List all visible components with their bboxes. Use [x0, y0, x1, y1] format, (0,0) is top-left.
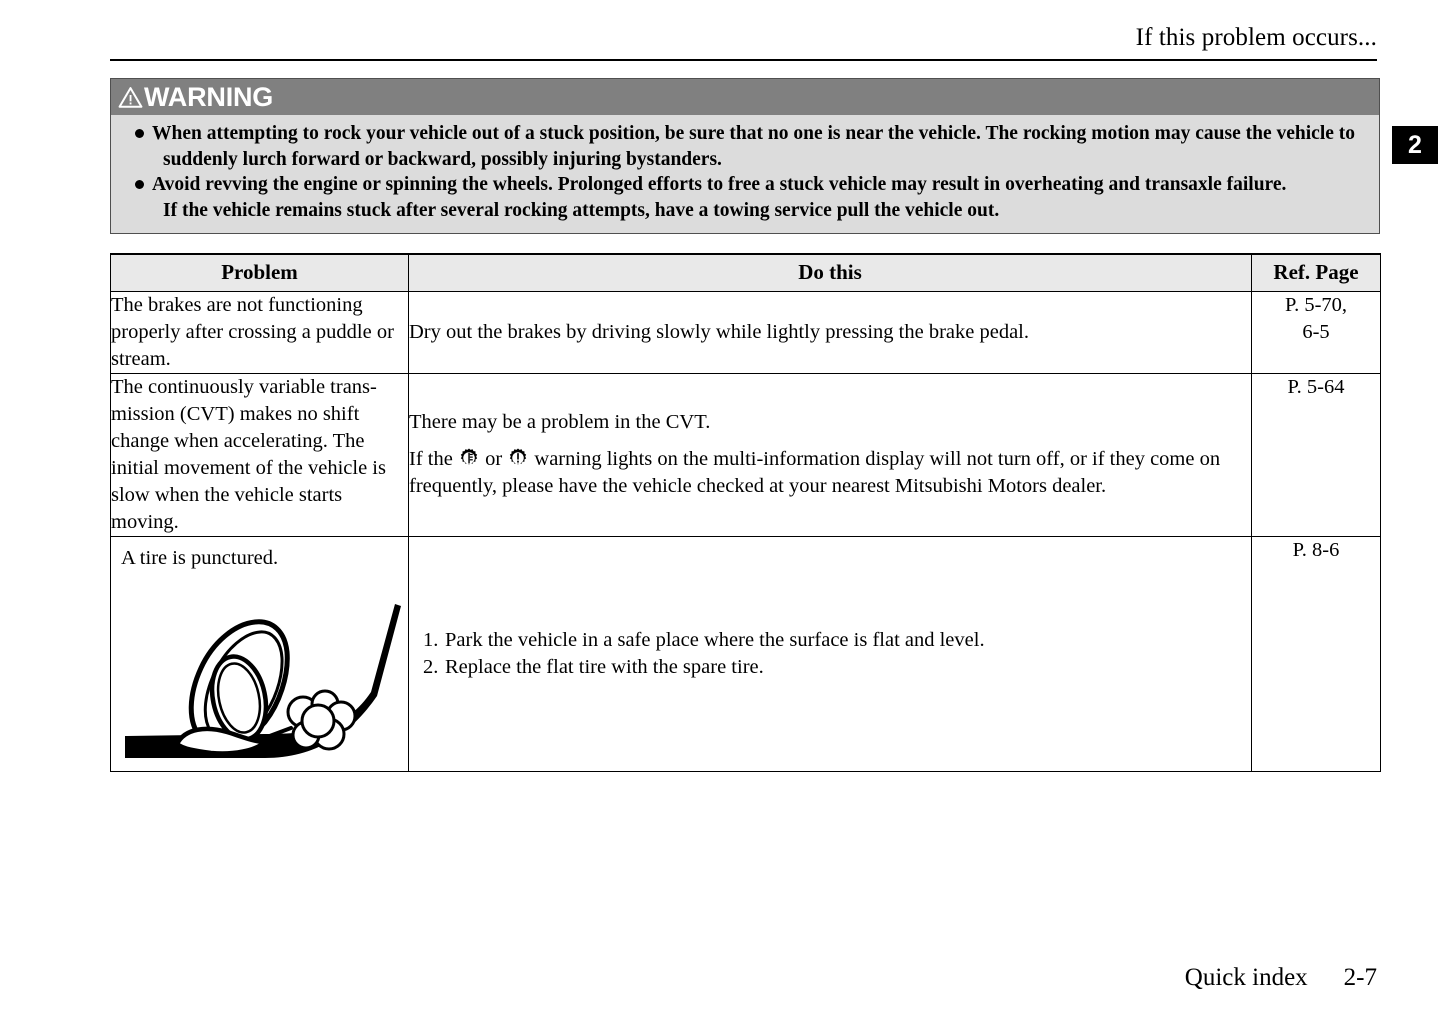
warning-triangle-icon [118, 86, 143, 109]
step-text: Replace the flat tire with the spare tire. [445, 655, 764, 678]
do-this-text-before: If the [409, 448, 453, 470]
cell-problem: The brakes are not functioning properly after crossing a puddle or stream. [111, 291, 409, 373]
table-row [111, 373, 1381, 536]
column-header-do-this: Do this [409, 254, 1252, 291]
step-text: Park the vehicle in a safe place where the surface is flat and level. [445, 628, 985, 651]
cell-do-this [409, 373, 1252, 536]
header-divider [110, 59, 1377, 61]
column-header-problem: Problem [111, 254, 409, 291]
list-item [409, 627, 1251, 654]
warning-box [110, 78, 1380, 234]
do-this-line [409, 446, 1251, 500]
cell-ref-page: P. 8-6 [1252, 536, 1381, 771]
page-header [0, 0, 1445, 62]
problem-text: A tire is punctured. [121, 546, 279, 569]
warning-item-text: When attempting to rock your vehicle out of a stuck position, be sure that no one is near the vehicle. The rocking motion may cause the vehicle to [152, 123, 1356, 144]
chapter-number: 2 [1408, 130, 1422, 159]
warning-item [121, 121, 1369, 172]
cell-do-this: Dry out the brakes by driving slowly while lightly pressing the brake pedal. [409, 291, 1252, 373]
warning-item-continuation: suddenly lurch forward or backward, possibly injuring bystanders. [163, 148, 722, 170]
table-header-row [111, 254, 1381, 291]
warning-item-text: Avoid revving the engine or spinning the wheels. Prolonged efforts to free a stuck vehicle may result in overheating and transaxle failure. [152, 174, 1287, 195]
page-number: 2-7 [1343, 964, 1377, 991]
table-row [111, 291, 1381, 373]
ref-page-line: 6-5 [1302, 320, 1330, 343]
warning-body [111, 115, 1379, 233]
cvt-temperature-warning-icon [459, 448, 479, 468]
cell-problem: The continuously variable trans-mission (CVT) makes no shift change when accelerating. The initial movement of the vehicle is slow when the vehicle starts moving. [111, 373, 409, 536]
do-this-text-between: or [485, 448, 503, 470]
problem-table [110, 253, 1381, 772]
page-title: If this problem occurs... [1135, 24, 1377, 51]
bullet-icon [135, 129, 144, 138]
warning-label: WARNING [144, 81, 274, 112]
cell-ref-page [1252, 291, 1381, 373]
column-header-ref-page: Ref. Page [1252, 254, 1381, 291]
step-number: 2. [423, 655, 439, 678]
table-row [111, 536, 1381, 771]
cell-do-this [409, 536, 1252, 771]
warning-header [111, 79, 1379, 115]
step-number: 1. [423, 628, 439, 651]
cvt-malfunction-warning-icon [508, 448, 528, 468]
cell-problem [111, 536, 409, 771]
cell-ref-page: P. 5-64 [1252, 373, 1381, 536]
do-this-text-after: warning lights on the multi-information display will not turn off, or if they come on frequently, please have the vehicle checked at your nearest Mitsubishi Motors dealer. [409, 448, 1221, 497]
page-footer [1185, 964, 1377, 992]
quick-index-label: Quick index [1184, 964, 1308, 991]
warning-item-continuation: If the vehicle remains stuck after several rocking attempts, have a towing service pull the vehicle out. [163, 199, 1000, 221]
warning-item [121, 172, 1369, 223]
chapter-tab [1392, 126, 1438, 164]
bullet-icon [135, 180, 144, 189]
list-item [409, 654, 1251, 681]
do-this-line: There may be a problem in the CVT. [409, 411, 711, 433]
ref-page-line: P. 5-70, [1284, 293, 1348, 316]
steps-list [409, 627, 1251, 681]
flat-tire-illustration [115, 576, 405, 771]
